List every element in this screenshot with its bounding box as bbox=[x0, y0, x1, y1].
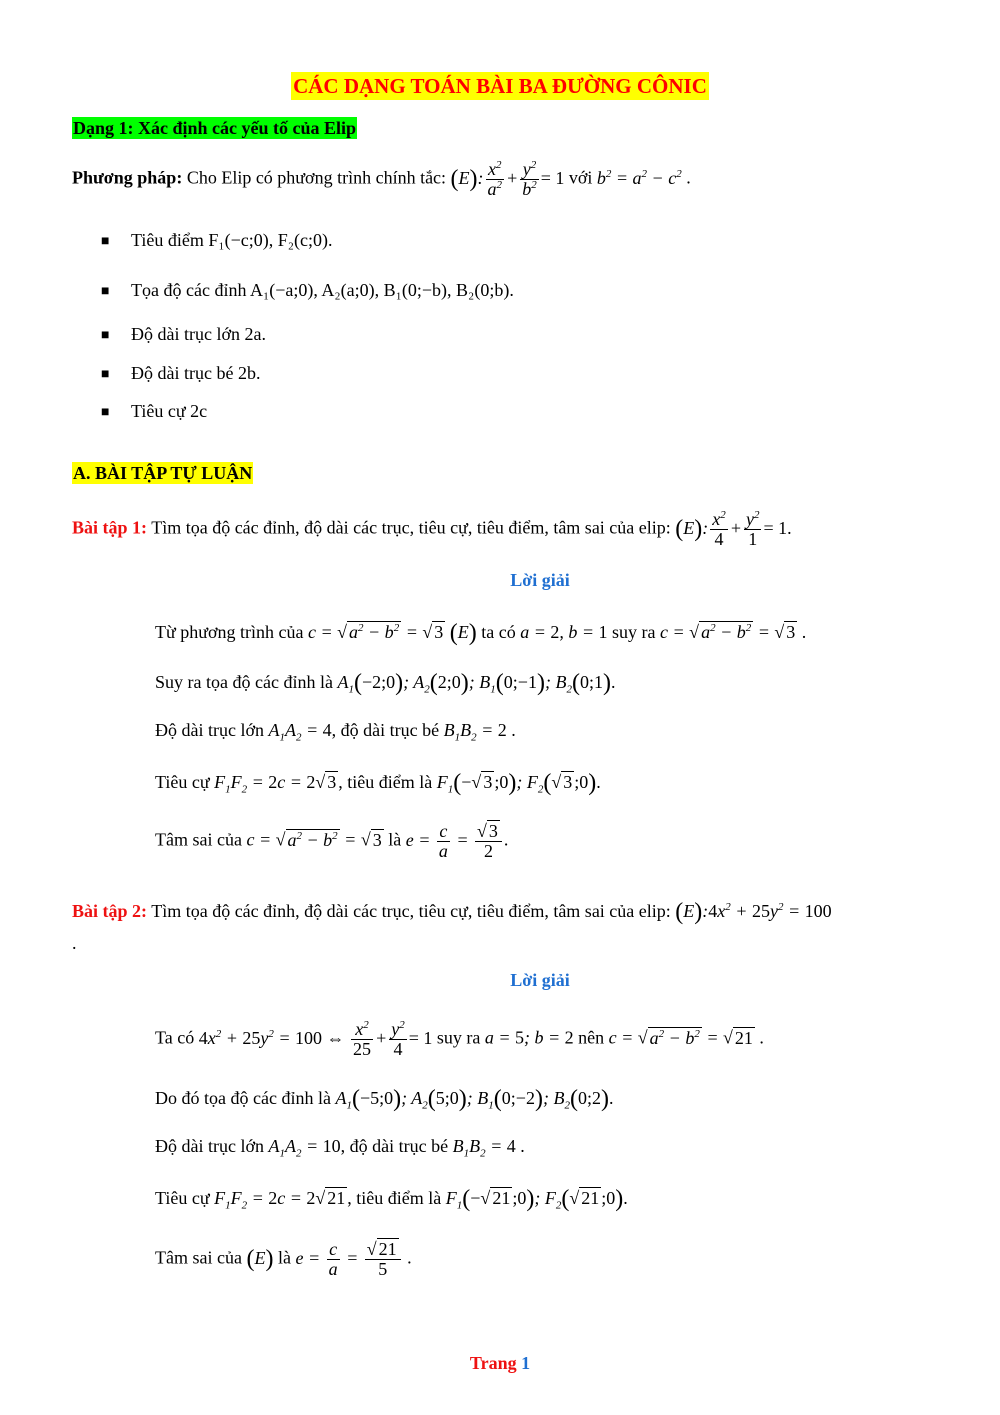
section-heading-exercises: A. BÀI TẬP TỰ LUẬN bbox=[73, 463, 253, 483]
page-title: CÁC DẠNG TOÁN BÀI BA ĐƯỜNG CÔNIC bbox=[293, 74, 707, 98]
ex2-line1: Ta có $4x^2 + 25y^2 = 100$ ⇔ $\frac{x^2}{25}$ + $\frac{y^2}{4}$ = 1 suy ra a = 5; b = 2 nên c = √ $a^2 - b^2$ = √ 21 . bbox=[155, 1019, 764, 1059]
solution-label-1: Lời giải bbox=[510, 570, 570, 590]
exercise-1-prompt: Bài tập 1: Tìm tọa độ các đỉnh, độ dài các trục, tiêu cự, tiêu điểm, tâm sai của elip: (E): $\frac{x^2}{4}$ + $\frac{y^2}{1}$ = 1. bbox=[72, 509, 792, 549]
bullet-icon: ■ bbox=[101, 367, 110, 382]
bullet-item: Tiêu điểm F₁(−c;0), F₂(c;0). bbox=[131, 230, 333, 250]
method-label: Phương pháp: bbox=[72, 167, 183, 188]
bullet-icon: ■ bbox=[101, 284, 110, 299]
solution-label-2: Lời giải bbox=[510, 970, 570, 990]
page-number: 1 bbox=[521, 1353, 531, 1373]
ex1-line4: Tiêu cự $F_1F_2 = 2c = 2√$ 3 , tiêu điểm là $F_1(-√$ 3 ;0); $F_2(√$ 3 ;0). bbox=[155, 770, 601, 796]
ex1-line1: Từ phương trình của c = √ $a^2 - b^2$ = √ 3 (E) ta có a = 2, b = 1 suy ra c = √ $a^2 - b^2$ = √ 3 . bbox=[155, 620, 807, 646]
bullet-item: Tiêu cự 2c bbox=[131, 401, 208, 421]
ex1-line2: Suy ra tọa độ các đỉnh là $A_1(-2;0)$; $A_2(2;0)$; $B_1(0;-1)$; $B_2(0;1)$. bbox=[155, 670, 616, 696]
relation-equation: $b^2 = a^2 - c^2$ bbox=[596, 167, 682, 188]
ellipse-equation: (E): $\frac{x^2}{a^2}$ + $\frac{y^2}{b^2}$ = 1 bbox=[450, 159, 565, 199]
ex1-line5: Tâm sai của c = √ $a^2 - b^2$ = √ 3 là e = $\frac{c}{a}$ = $\frac{√ 3}{2}$ . bbox=[155, 821, 509, 861]
footer-label: Trang bbox=[469, 1353, 517, 1373]
bullet-icon: ■ bbox=[101, 405, 110, 420]
exercise-2-prompt: Bài tập 2: Tìm tọa độ các đỉnh, độ dài các trục, tiêu cự, tiêu điểm, tâm sai của elip: $(E):4x^2 + 25y^2 = 100$ bbox=[72, 899, 832, 925]
page-footer bbox=[0, 1353, 1000, 1374]
method-line: Phương pháp: Cho Elip có phương trình chính tắc: (E): $\frac{x^2}{a^2}$ + $\frac{y^2}{b^2}$ = 1 với $b^2 = a^2 - c^2$ . bbox=[72, 159, 691, 199]
ex2-line4: Tiêu cự $F_1F_2 = 2c = 2√$ 21 , tiêu điểm là $F_1(-√$ 21 ;0); $F_2(√$ 21 ;0). bbox=[155, 1186, 628, 1212]
ex2-line2: Do đó tọa độ các đỉnh là $A_1(-5;0)$; $A_2(5;0)$; $B_1(0;-2)$; $B_2(0;2)$. bbox=[155, 1086, 614, 1112]
bullet-icon: ■ bbox=[101, 328, 110, 343]
exercise-2-period: . bbox=[72, 933, 77, 953]
ex1-line3: Độ dài trục lớn $A_1A_2 = 4$, độ dài trục bé $B_1B_2 = 2$ . bbox=[155, 720, 516, 744]
bullet-item: Tọa độ các đỉnh A₁(−a;0), A₂(a;0), B₁(0;−b), B₂(0;b). bbox=[131, 280, 514, 300]
section-heading-type1: Dạng 1: Xác định các yếu tố của Elip bbox=[73, 118, 357, 138]
ex2-line5: Tâm sai của (E) là e = $\frac{c}{a}$ = $\frac{√ 21}{5}$ . bbox=[155, 1239, 412, 1279]
bullet-item: Độ dài trục lớn 2a. bbox=[131, 324, 266, 344]
method-text: Cho Elip có phương trình chính tắc: bbox=[186, 167, 447, 188]
ex2-line3: Độ dài trục lớn $A_1A_2 = 10$, độ dài trục bé $B_1B_2 = 4$ . bbox=[155, 1136, 525, 1160]
bullet-item: Độ dài trục bé 2b. bbox=[131, 363, 261, 383]
bullet-icon: ■ bbox=[101, 234, 110, 249]
